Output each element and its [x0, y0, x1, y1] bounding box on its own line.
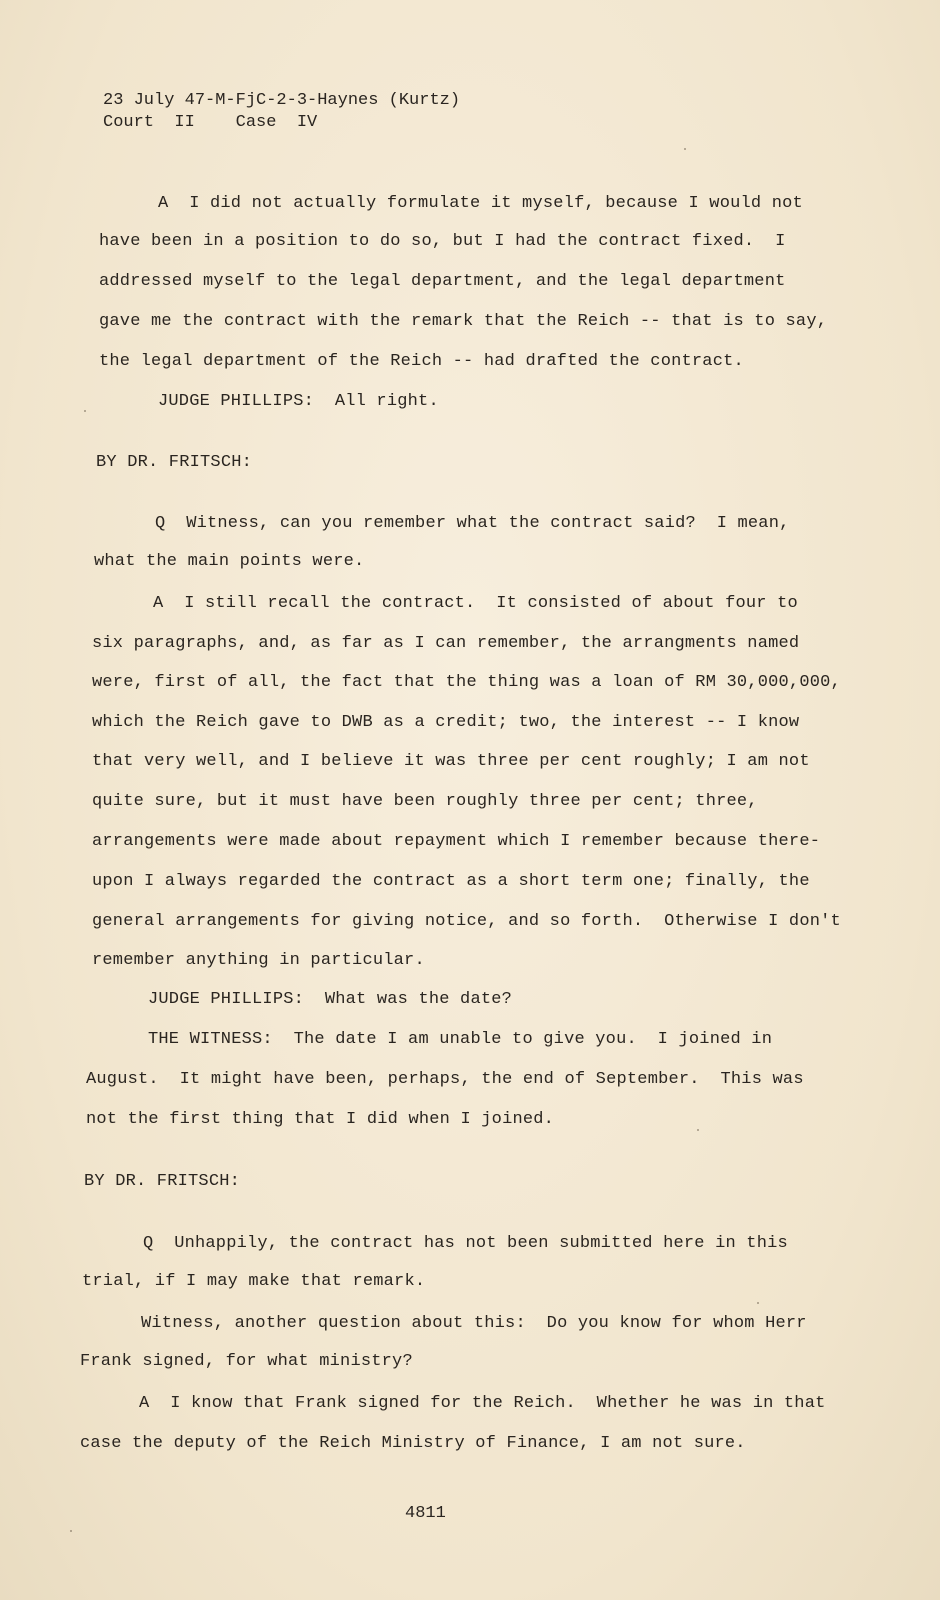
- paper-speck: [757, 1302, 759, 1304]
- speaker-line: THE WITNESS: The date I am unable to give you. I joined in: [148, 1030, 773, 1049]
- text-line: which the Reich gave to DWB as a credit; two, the interest -- I know: [92, 713, 800, 732]
- text-line: have been in a position to do so, but I had the contract fixed. I: [99, 232, 786, 251]
- text-line: A I did not actually formulate it myself, because I would not: [158, 194, 803, 213]
- text-line: A I still recall the contract. It consisted of about four to: [153, 594, 798, 613]
- text-line: trial, if I may make that remark.: [82, 1272, 426, 1291]
- text-line: general arrangements for giving notice, and so forth. Otherwise I don't: [92, 912, 841, 931]
- text-line: addressed myself to the legal department, and the legal department: [99, 272, 786, 291]
- section-heading: BY DR. FRITSCH:: [84, 1172, 241, 1191]
- page-number: 4811: [405, 1504, 446, 1523]
- text-line: Q Unhappily, the contract has not been submitted here in this: [143, 1234, 788, 1253]
- text-line: six paragraphs, and, as far as I can remember, the arrangments named: [92, 634, 800, 653]
- text-line: A I know that Frank signed for the Reich. Whether he was in that: [139, 1394, 826, 1413]
- text-line: were, first of all, the fact that the thing was a loan of RM 30,000,000,: [92, 673, 841, 692]
- section-heading: BY DR. FRITSCH:: [96, 453, 253, 472]
- text-line: that very well, and I believe it was three per cent roughly; I am not: [92, 752, 810, 771]
- paper-speck: [684, 148, 686, 150]
- text-line: not the first thing that I did when I joined.: [86, 1110, 555, 1129]
- document-header: [103, 90, 460, 134]
- header-court-case: Court II Case IV: [103, 113, 318, 132]
- text-line: case the deputy of the Reich Ministry of Finance, I am not sure.: [80, 1434, 746, 1453]
- speaker-line: JUDGE PHILLIPS: All right.: [158, 392, 439, 411]
- text-line: Frank signed, for what ministry?: [80, 1352, 413, 1371]
- paper-speck: [70, 1530, 72, 1532]
- speaker-line: JUDGE PHILLIPS: What was the date?: [148, 990, 513, 1009]
- text-line: what the main points were.: [94, 552, 365, 571]
- text-line: Q Witness, can you remember what the contract said? I mean,: [155, 514, 790, 533]
- text-line: the legal department of the Reich -- had drafted the contract.: [99, 352, 744, 371]
- paper-speck: [84, 410, 86, 412]
- text-line: quite sure, but it must have been roughly three per cent; three,: [92, 792, 758, 811]
- text-line: gave me the contract with the remark that the Reich -- that is to say,: [99, 312, 828, 331]
- text-line: arrangements were made about repayment which I remember because there-: [92, 832, 821, 851]
- header-reference: 23 July 47-M-FjC-2-3-Haynes (Kurtz): [103, 91, 461, 110]
- text-line: remember anything in particular.: [92, 951, 425, 970]
- paper-speck: [697, 1129, 699, 1131]
- text-line: Witness, another question about this: Do you know for whom Herr: [141, 1314, 807, 1333]
- text-line: upon I always regarded the contract as a short term one; finally, the: [92, 872, 810, 891]
- text-line: August. It might have been, perhaps, the end of September. This was: [86, 1070, 804, 1089]
